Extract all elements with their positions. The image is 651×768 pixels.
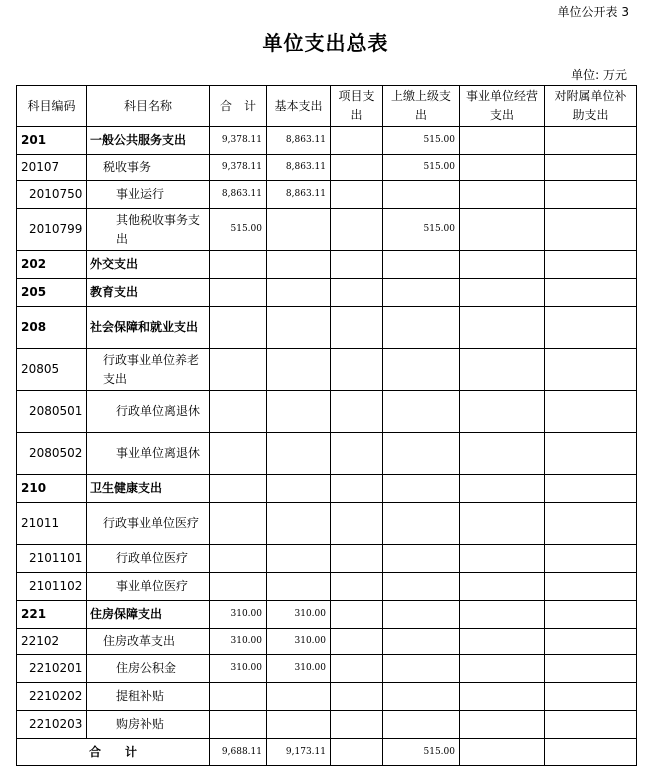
- total-cell: [210, 573, 267, 601]
- basic-cell: [267, 573, 331, 601]
- header-cell: 事业单位经营支出: [460, 86, 545, 127]
- basic-cell: [267, 683, 331, 711]
- project-cell: [331, 629, 383, 655]
- table-row: [17, 601, 637, 629]
- unit-label: 单位: 万元: [571, 68, 627, 82]
- name-cell: 行政事业单位养老支出: [87, 349, 210, 391]
- biz-cell: [460, 391, 545, 433]
- table-row: [17, 629, 637, 655]
- biz-cell: [460, 251, 545, 279]
- upper-cell: [383, 711, 460, 739]
- biz-cell: [460, 279, 545, 307]
- name-cell: 其他税收事务支出: [87, 209, 210, 251]
- upper-cell: [383, 279, 460, 307]
- name-cell: 事业单位医疗: [87, 573, 210, 601]
- table-row: [17, 573, 637, 601]
- total-cell: [210, 545, 267, 573]
- expenditure-table: [16, 85, 637, 766]
- total-cell: [210, 475, 267, 503]
- total-cell: 9,378.11: [210, 127, 267, 155]
- table-row: [17, 391, 637, 433]
- total-cell: 9,378.11: [210, 155, 267, 181]
- project-cell: [331, 251, 383, 279]
- page-id-label: 单位公开表 3: [557, 5, 629, 19]
- code-cell: 221: [17, 601, 87, 629]
- sub-cell: [545, 251, 637, 279]
- code-cell: 2080502: [17, 433, 87, 475]
- upper-cell: 515.00: [383, 155, 460, 181]
- table-row: [17, 545, 637, 573]
- project-cell: [331, 279, 383, 307]
- name-cell: 住房保障支出: [87, 601, 210, 629]
- sub-cell: [545, 683, 637, 711]
- header-row: [17, 86, 637, 127]
- header-cell: 科目编码: [17, 86, 87, 127]
- upper-cell: [383, 433, 460, 475]
- total-amount: 9,688.11: [210, 739, 267, 766]
- header-cell: 合 计: [210, 86, 267, 127]
- biz-cell: [460, 181, 545, 209]
- biz-cell: [460, 601, 545, 629]
- sub-cell: [545, 391, 637, 433]
- total-biz: [460, 739, 545, 766]
- upper-cell: [383, 475, 460, 503]
- name-cell: 卫生健康支出: [87, 475, 210, 503]
- sub-cell: [545, 279, 637, 307]
- basic-cell: [267, 349, 331, 391]
- table-row: [17, 307, 637, 349]
- header-cell: 上缴上级支出: [383, 86, 460, 127]
- project-cell: [331, 655, 383, 683]
- sub-cell: [545, 655, 637, 683]
- total-cell: 515.00: [210, 209, 267, 251]
- basic-cell: 8,863.11: [267, 155, 331, 181]
- biz-cell: [460, 629, 545, 655]
- upper-cell: [383, 601, 460, 629]
- biz-cell: [460, 433, 545, 475]
- project-cell: [331, 601, 383, 629]
- biz-cell: [460, 545, 545, 573]
- upper-cell: [383, 307, 460, 349]
- code-cell: 2101101: [17, 545, 87, 573]
- total-cell: [210, 503, 267, 545]
- total-basic: 9,173.11: [267, 739, 331, 766]
- upper-cell: 515.00: [383, 209, 460, 251]
- sub-cell: [545, 433, 637, 475]
- project-cell: [331, 573, 383, 601]
- upper-cell: [383, 391, 460, 433]
- sub-cell: [545, 209, 637, 251]
- name-cell: 提租补贴: [87, 683, 210, 711]
- total-upper: 515.00: [383, 739, 460, 766]
- upper-cell: [383, 573, 460, 601]
- name-cell: 住房公积金: [87, 655, 210, 683]
- name-cell: 行政单位医疗: [87, 545, 210, 573]
- project-cell: [331, 683, 383, 711]
- name-cell: 社会保障和就业支出: [87, 307, 210, 349]
- sub-cell: [545, 155, 637, 181]
- project-cell: [331, 307, 383, 349]
- code-cell: 2080501: [17, 391, 87, 433]
- total-cell: [210, 433, 267, 475]
- project-cell: [331, 127, 383, 155]
- basic-cell: [267, 433, 331, 475]
- project-cell: [331, 433, 383, 475]
- name-cell: 税收事务: [87, 155, 210, 181]
- sub-cell: [545, 127, 637, 155]
- total-sub: [545, 739, 637, 766]
- code-cell: 2210203: [17, 711, 87, 739]
- name-cell: 行政事业单位医疗: [87, 503, 210, 545]
- upper-cell: 515.00: [383, 127, 460, 155]
- header-cell: 对附属单位补助支出: [545, 86, 637, 127]
- table-row: [17, 349, 637, 391]
- table-row: [17, 655, 637, 683]
- sub-cell: [545, 475, 637, 503]
- basic-cell: 310.00: [267, 601, 331, 629]
- basic-cell: [267, 545, 331, 573]
- code-cell: 22102: [17, 629, 87, 655]
- table-row: [17, 683, 637, 711]
- biz-cell: [460, 475, 545, 503]
- upper-cell: [383, 251, 460, 279]
- upper-cell: [383, 349, 460, 391]
- code-cell: 21011: [17, 503, 87, 545]
- basic-cell: [267, 711, 331, 739]
- name-cell: 事业单位离退休: [87, 433, 210, 475]
- upper-cell: [383, 181, 460, 209]
- sub-cell: [545, 601, 637, 629]
- sub-cell: [545, 573, 637, 601]
- sub-cell: [545, 629, 637, 655]
- page-title: 单位支出总表: [262, 31, 389, 55]
- name-cell: 住房改革支出: [87, 629, 210, 655]
- biz-cell: [460, 155, 545, 181]
- basic-cell: [267, 475, 331, 503]
- biz-cell: [460, 683, 545, 711]
- project-cell: [331, 545, 383, 573]
- basic-cell: [267, 307, 331, 349]
- basic-cell: 310.00: [267, 655, 331, 683]
- code-cell: 20805: [17, 349, 87, 391]
- table-row: [17, 711, 637, 739]
- header-cell: 科目名称: [87, 86, 210, 127]
- code-cell: 202: [17, 251, 87, 279]
- project-cell: [331, 503, 383, 545]
- total-cell: 310.00: [210, 655, 267, 683]
- table-row: [17, 181, 637, 209]
- total-cell: [210, 683, 267, 711]
- name-cell: 行政单位离退休: [87, 391, 210, 433]
- name-cell: 购房补贴: [87, 711, 210, 739]
- table-row: [17, 433, 637, 475]
- biz-cell: [460, 209, 545, 251]
- header-cell: 基本支出: [267, 86, 331, 127]
- total-cell: [210, 307, 267, 349]
- name-cell: 事业运行: [87, 181, 210, 209]
- total-cell: [210, 349, 267, 391]
- project-cell: [331, 391, 383, 433]
- name-cell: 外交支出: [87, 251, 210, 279]
- code-cell: 2010799: [17, 209, 87, 251]
- total-cell: [210, 711, 267, 739]
- code-cell: 210: [17, 475, 87, 503]
- table-row: [17, 155, 637, 181]
- biz-cell: [460, 307, 545, 349]
- table-row: [17, 127, 637, 155]
- code-cell: 2210202: [17, 683, 87, 711]
- table-row: [17, 475, 637, 503]
- total-cell: [210, 251, 267, 279]
- total-cell: 310.00: [210, 629, 267, 655]
- code-cell: 201: [17, 127, 87, 155]
- upper-cell: [383, 655, 460, 683]
- code-cell: 205: [17, 279, 87, 307]
- basic-cell: [267, 209, 331, 251]
- biz-cell: [460, 655, 545, 683]
- biz-cell: [460, 127, 545, 155]
- basic-cell: [267, 279, 331, 307]
- total-cell: 310.00: [210, 601, 267, 629]
- upper-cell: [383, 503, 460, 545]
- total-project: [331, 739, 383, 766]
- biz-cell: [460, 573, 545, 601]
- basic-cell: 8,863.11: [267, 127, 331, 155]
- total-cell: [210, 279, 267, 307]
- table-row: [17, 279, 637, 307]
- total-row: [17, 739, 637, 766]
- code-cell: 20107: [17, 155, 87, 181]
- project-cell: [331, 209, 383, 251]
- code-cell: 208: [17, 307, 87, 349]
- project-cell: [331, 181, 383, 209]
- sub-cell: [545, 545, 637, 573]
- project-cell: [331, 349, 383, 391]
- basic-cell: [267, 503, 331, 545]
- biz-cell: [460, 711, 545, 739]
- sub-cell: [545, 181, 637, 209]
- basic-cell: [267, 391, 331, 433]
- biz-cell: [460, 503, 545, 545]
- project-cell: [331, 155, 383, 181]
- upper-cell: [383, 629, 460, 655]
- total-cell: [210, 391, 267, 433]
- sub-cell: [545, 711, 637, 739]
- header-cell: 项目支出: [331, 86, 383, 127]
- code-cell: 2010750: [17, 181, 87, 209]
- project-cell: [331, 711, 383, 739]
- name-cell: 教育支出: [87, 279, 210, 307]
- total-label: 合 计: [17, 739, 210, 766]
- sub-cell: [545, 503, 637, 545]
- upper-cell: [383, 545, 460, 573]
- basic-cell: 8,863.11: [267, 181, 331, 209]
- sub-cell: [545, 349, 637, 391]
- basic-cell: [267, 251, 331, 279]
- basic-cell: 310.00: [267, 629, 331, 655]
- name-cell: 一般公共服务支出: [87, 127, 210, 155]
- table-row: [17, 209, 637, 251]
- sub-cell: [545, 307, 637, 349]
- total-cell: 8,863.11: [210, 181, 267, 209]
- code-cell: 2210201: [17, 655, 87, 683]
- table-row: [17, 251, 637, 279]
- upper-cell: [383, 683, 460, 711]
- biz-cell: [460, 349, 545, 391]
- table-row: [17, 503, 637, 545]
- code-cell: 2101102: [17, 573, 87, 601]
- project-cell: [331, 475, 383, 503]
